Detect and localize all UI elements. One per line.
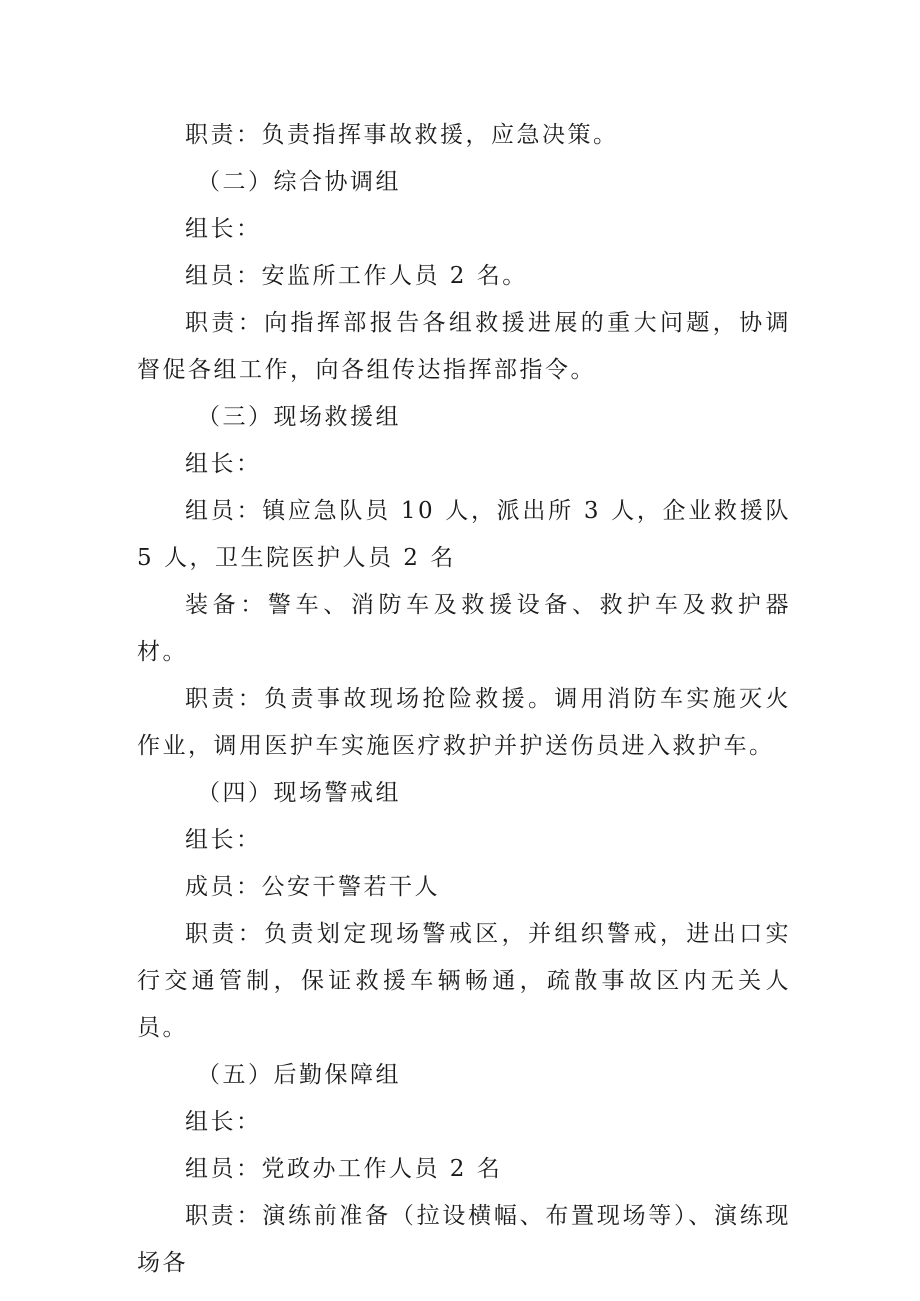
paragraph-rescue-equipment: 装备：警车、消防车及救援设备、救护车及救护器材。 bbox=[137, 592, 791, 665]
paragraph-coordination-leader: 组长： bbox=[185, 216, 262, 242]
section-heading-rescue: （三）现场救援组 bbox=[197, 404, 401, 430]
paragraph-cordon-members: 成员：公安干警若干人 bbox=[185, 874, 440, 900]
document-body bbox=[137, 112, 791, 1287]
paragraph-rescue-members: 组员：镇应急队员 10 人，派出所 3 人，企业救援队 5 人，卫生院医护人员 2 名 bbox=[137, 498, 791, 571]
paragraph-command-duty: 职责：负责指挥事故救援，应急决策。 bbox=[185, 122, 619, 148]
section-heading-coordination: （二）综合协调组 bbox=[197, 169, 401, 195]
paragraph-coordination-members: 组员：安监所工作人员 2 名。 bbox=[185, 263, 528, 289]
paragraph-logistics-duty: 职责：演练前准备（拉设横幅、布置现场等）、演练现场各 bbox=[137, 1203, 791, 1276]
paragraph-rescue-leader: 组长： bbox=[185, 451, 262, 477]
paragraph-logistics-members: 组员：党政办工作人员 2 名 bbox=[185, 1156, 503, 1182]
section-heading-cordon: （四）现场警戒组 bbox=[197, 780, 401, 806]
paragraph-cordon-duty: 职责：负责划定现场警戒区，并组织警戒，进出口实行交通管制，保证救援车辆畅通，疏散事故区内无关人员。 bbox=[137, 921, 791, 1041]
paragraph-coordination-duty: 职责：向指挥部报告各组救援进展的重大问题，协调督促各组工作，向各组传达指挥部指令。 bbox=[137, 310, 791, 383]
paragraph-logistics-leader: 组长： bbox=[185, 1109, 262, 1135]
section-heading-logistics: （五）后勤保障组 bbox=[197, 1062, 401, 1088]
paragraph-rescue-duty: 职责：负责事故现场抢险救援。调用消防车实施灭火作业，调用医护车实施医疗救护并护送伤员进入救护车。 bbox=[137, 686, 791, 759]
paragraph-cordon-leader: 组长： bbox=[185, 827, 262, 853]
